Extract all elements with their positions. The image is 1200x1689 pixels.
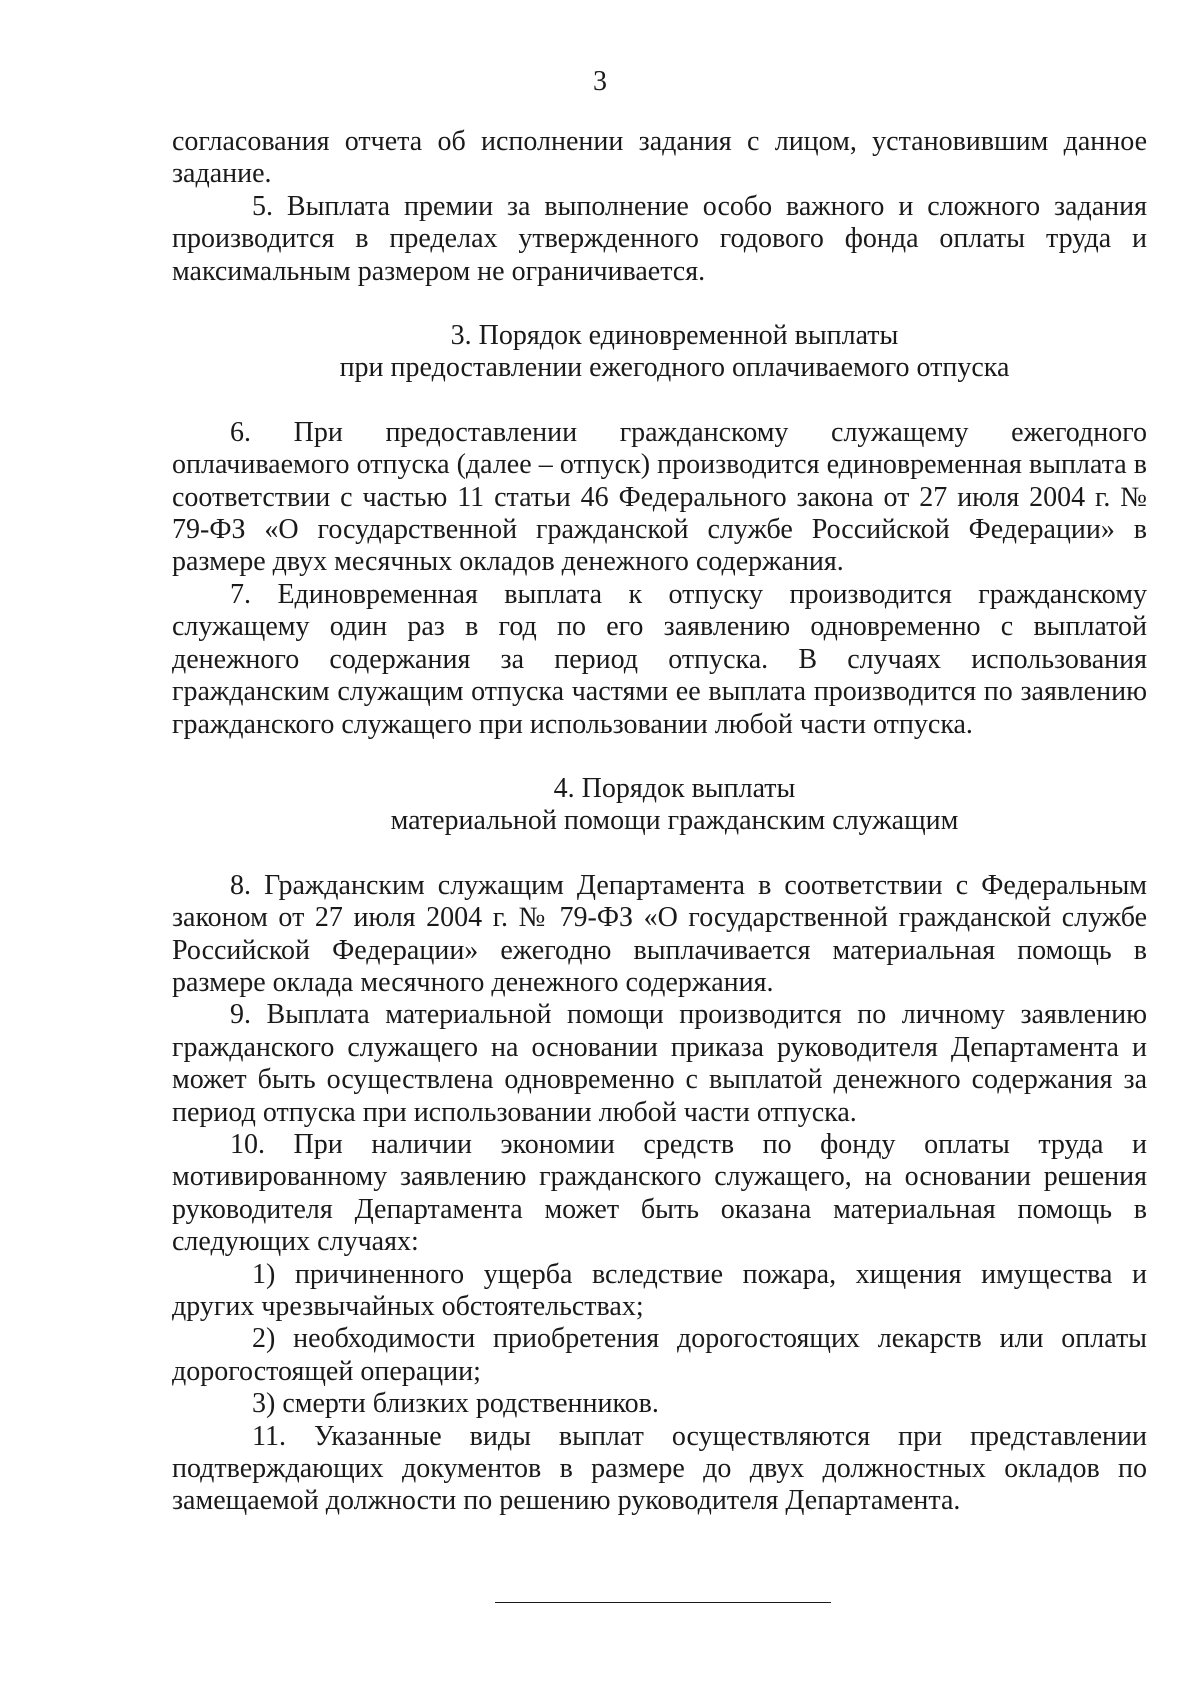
end-divider-line xyxy=(495,1602,831,1603)
page-number: 3 xyxy=(593,66,607,97)
paragraph-8: 8. Гражданским служащим Департамента в соответствии с Федеральным законом от 27 июля 2004 г. № 79-ФЗ «О государственной гражданской службе Российской Федерации» ежегодно выплачивается материальная помощь в размере оклада месячного денежного содержания. xyxy=(172,869,1147,998)
paragraph-10-item-1: 1) причиненного ущерба вследствие пожара, хищения имущества и других чрезвычайных обстоятельствах; xyxy=(172,1258,1147,1322)
paragraph-continuation: согласования отчета об исполнении задания с лицом, установившим данное задание. xyxy=(172,126,1147,190)
paragraph-9: 9. Выплата материальной помощи производится по личному заявлению гражданского служащего на основании приказа руководителя Департамента и может быть осуществлена одновременно с выплатой денежного содержания за период отпуска при использовании любой части отпуска. xyxy=(172,999,1147,1128)
section-4-title-line-2: материальной помощи гражданским служащим xyxy=(390,805,959,837)
paragraph-5: 5. Выплата премии за выполнение особо важного и сложного задания производится в пределах утвержденного годового фонда оплаты труда и максимальным размером не ограничивается. xyxy=(172,190,1147,287)
paragraph-11: 11. Указанные виды выплат осуществляются при представлении подтверждающих документов в размере до двух должностных окладов по замещаемой должности по решению руководителя Департамента. xyxy=(172,1420,1147,1517)
section-3-title-line-1: 3. Порядок единовременной выплаты xyxy=(450,320,899,352)
section-4-title-line-1: 4. Порядок выплаты xyxy=(553,772,796,804)
paragraph-10-item-2: 2) необходимости приобретения дорогостоящих лекарств или оплаты дорогостоящей операции; xyxy=(172,1323,1147,1387)
paragraph-6: 6. При предоставлении гражданскому служащему ежегодного оплачиваемого отпуска (далее – отпуск) производится единовременная выплата в соответствии с частью 11 статьи 46 Федерального закона от 27 июля 2004 г. № 79-ФЗ «О государственной гражданской службе Российской Федерации» в размере двух месячных окладов денежного содержания. xyxy=(172,416,1147,578)
paragraph-10-item-3: 3) смерти близких родственников. xyxy=(252,1388,659,1420)
section-3-title-line-2: при предоставлении ежегодного оплачиваемого отпуска xyxy=(339,352,1010,384)
document-body xyxy=(172,126,1147,1518)
paragraph-7: 7. Единовременная выплата к отпуску производится гражданскому служащему один раз в год по его заявлению одновременно с выплатой денежного содержания за период отпуска. В случаях использования гражданским служащим отпуска частями ее выплата производится по заявлению гражданского служащего при использовании любой части отпуска. xyxy=(172,578,1147,740)
paragraph-10: 10. При наличии экономии средств по фонду оплаты труда и мотивированному заявлению гражданского служащего, на основании решения руководителя Департамента может быть оказана материальная помощь в следующих случаях: xyxy=(172,1128,1147,1258)
